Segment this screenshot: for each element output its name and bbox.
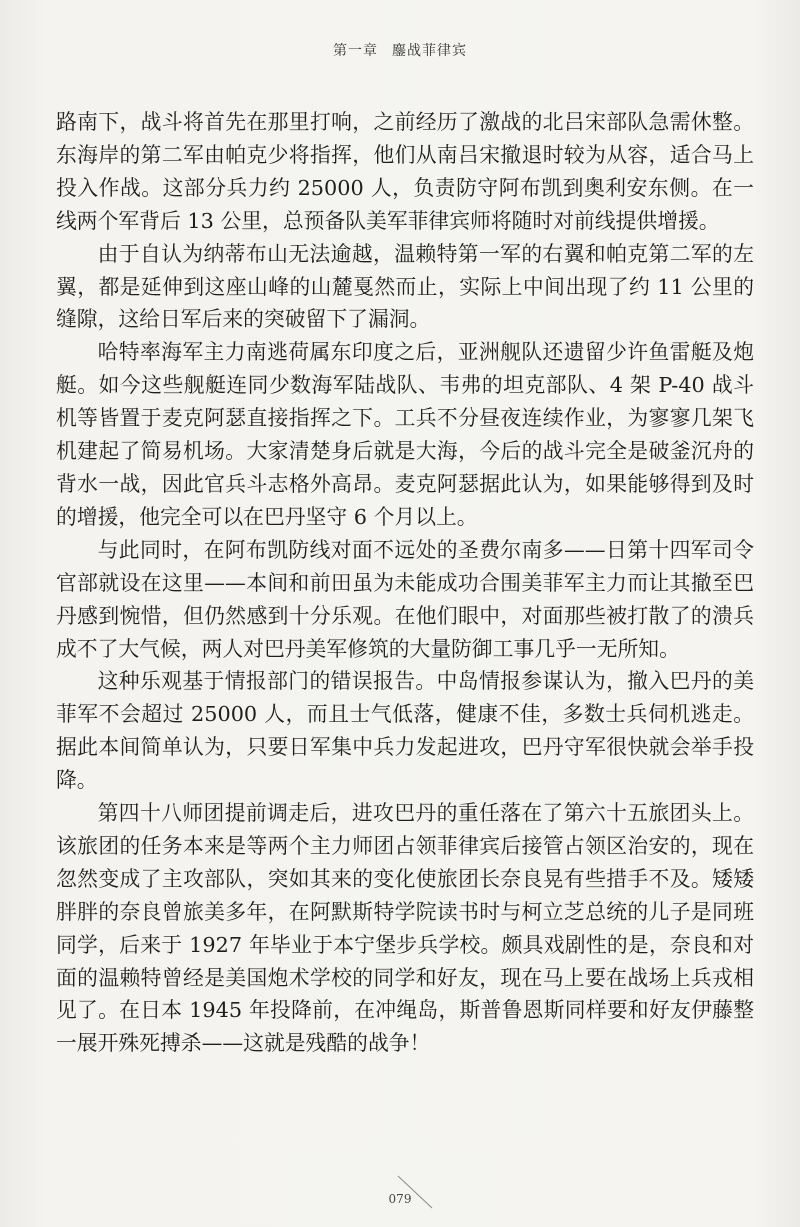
paragraph: 这种乐观基于情报部门的错误报告。中岛情报参谋认为，撤入巴丹的美菲军不会超过 25000 人，而且士气低落，健康不佳，多数士兵伺机逃走。据此本间简单认为，只要日军集中兵力发起进攻，巴丹守军很快就会举手投降。	[56, 669, 754, 793]
chapter-title: 鏖战菲律宾	[392, 43, 467, 59]
chapter-number: 第一章	[333, 43, 378, 59]
paragraph: 哈特率海军主力南逃荷属东印度之后，亚洲舰队还遗留少许鱼雷艇及炮艇。如今这些舰艇连同少数海军陆战队、韦弗的坦克部队、4 架 P-40 战斗机等皆置于麦克阿瑟直接指挥之下。工兵不分昼夜连续作业，为寥寥几架飞机建起了简易机场。大家清楚身后就是大海，今后的战斗完全是破釜沉舟的背水一战，因此官兵斗志格外高昂。麦克阿瑟据此认为，如果能够得到及时的增援，他完全可以在巴丹坚守 6 个月以上。	[56, 340, 754, 529]
paragraph: 第四十八师团提前调走后，进攻巴丹的重任落在了第六十五旅团头上。该旅团的任务本来是等两个主力师团占领菲律宾后接管占领区治安的，现在忽然变成了主攻部队，突如其来的变化使旅团长奈良晃有些措手不及。矮矮胖胖的奈良曾旅美多年，在阿默斯特学院读书时与柯立芝总统的儿子是同班同学，后来于 1927 年毕业于本宁堡步兵学校。颇具戏剧性的是，奈良和对面的温赖特曾经是美国炮术学校的同学和好友，现在马上要在战场上兵戎相见了。在日本 1945 年投降前，在冲绳岛，斯普鲁恩斯同样要和好友伊藤整一展开殊死搏杀——这就是残酷的战争！	[56, 801, 754, 1056]
paragraph: 由于自认为纳蒂布山无法逾越，温赖特第一军的右翼和帕克第二军的左翼，都是延伸到这座山峰的山麓戛然而止，实际上中间出现了约 11 公里的缝隙，这给日军后来的突破留下了漏洞。	[56, 241, 754, 332]
paragraph: 与此同时，在阿布凯防线对面不远处的圣费尔南多——日第十四军司令官部就设在这里——本间和前田虽为未能成功合围美菲军主力而让其撤至巴丹感到惋惜，但仍然感到十分乐观。在他们眼中，对面那些被打散了的溃兵成不了大气候，两人对巴丹美军修筑的大量防御工事几乎一无所知。	[56, 537, 754, 661]
body-text	[56, 106, 754, 1060]
page-number: 079	[388, 1192, 412, 1206]
running-header	[0, 40, 800, 60]
paragraph-continued: 路南下，战斗将首先在那里打响，之前经历了激战的北吕宋部队急需休整。东海岸的第二军由帕克少将指挥，他们从南吕宋撤退时较为从容，适合马上投入作战。这部分兵力约 25000 人，负责防守阿布凯到奥利安东侧。在一线两个军背后 13 公里，总预备队美军菲律宾师将随时对前线提供增援。	[56, 110, 754, 233]
